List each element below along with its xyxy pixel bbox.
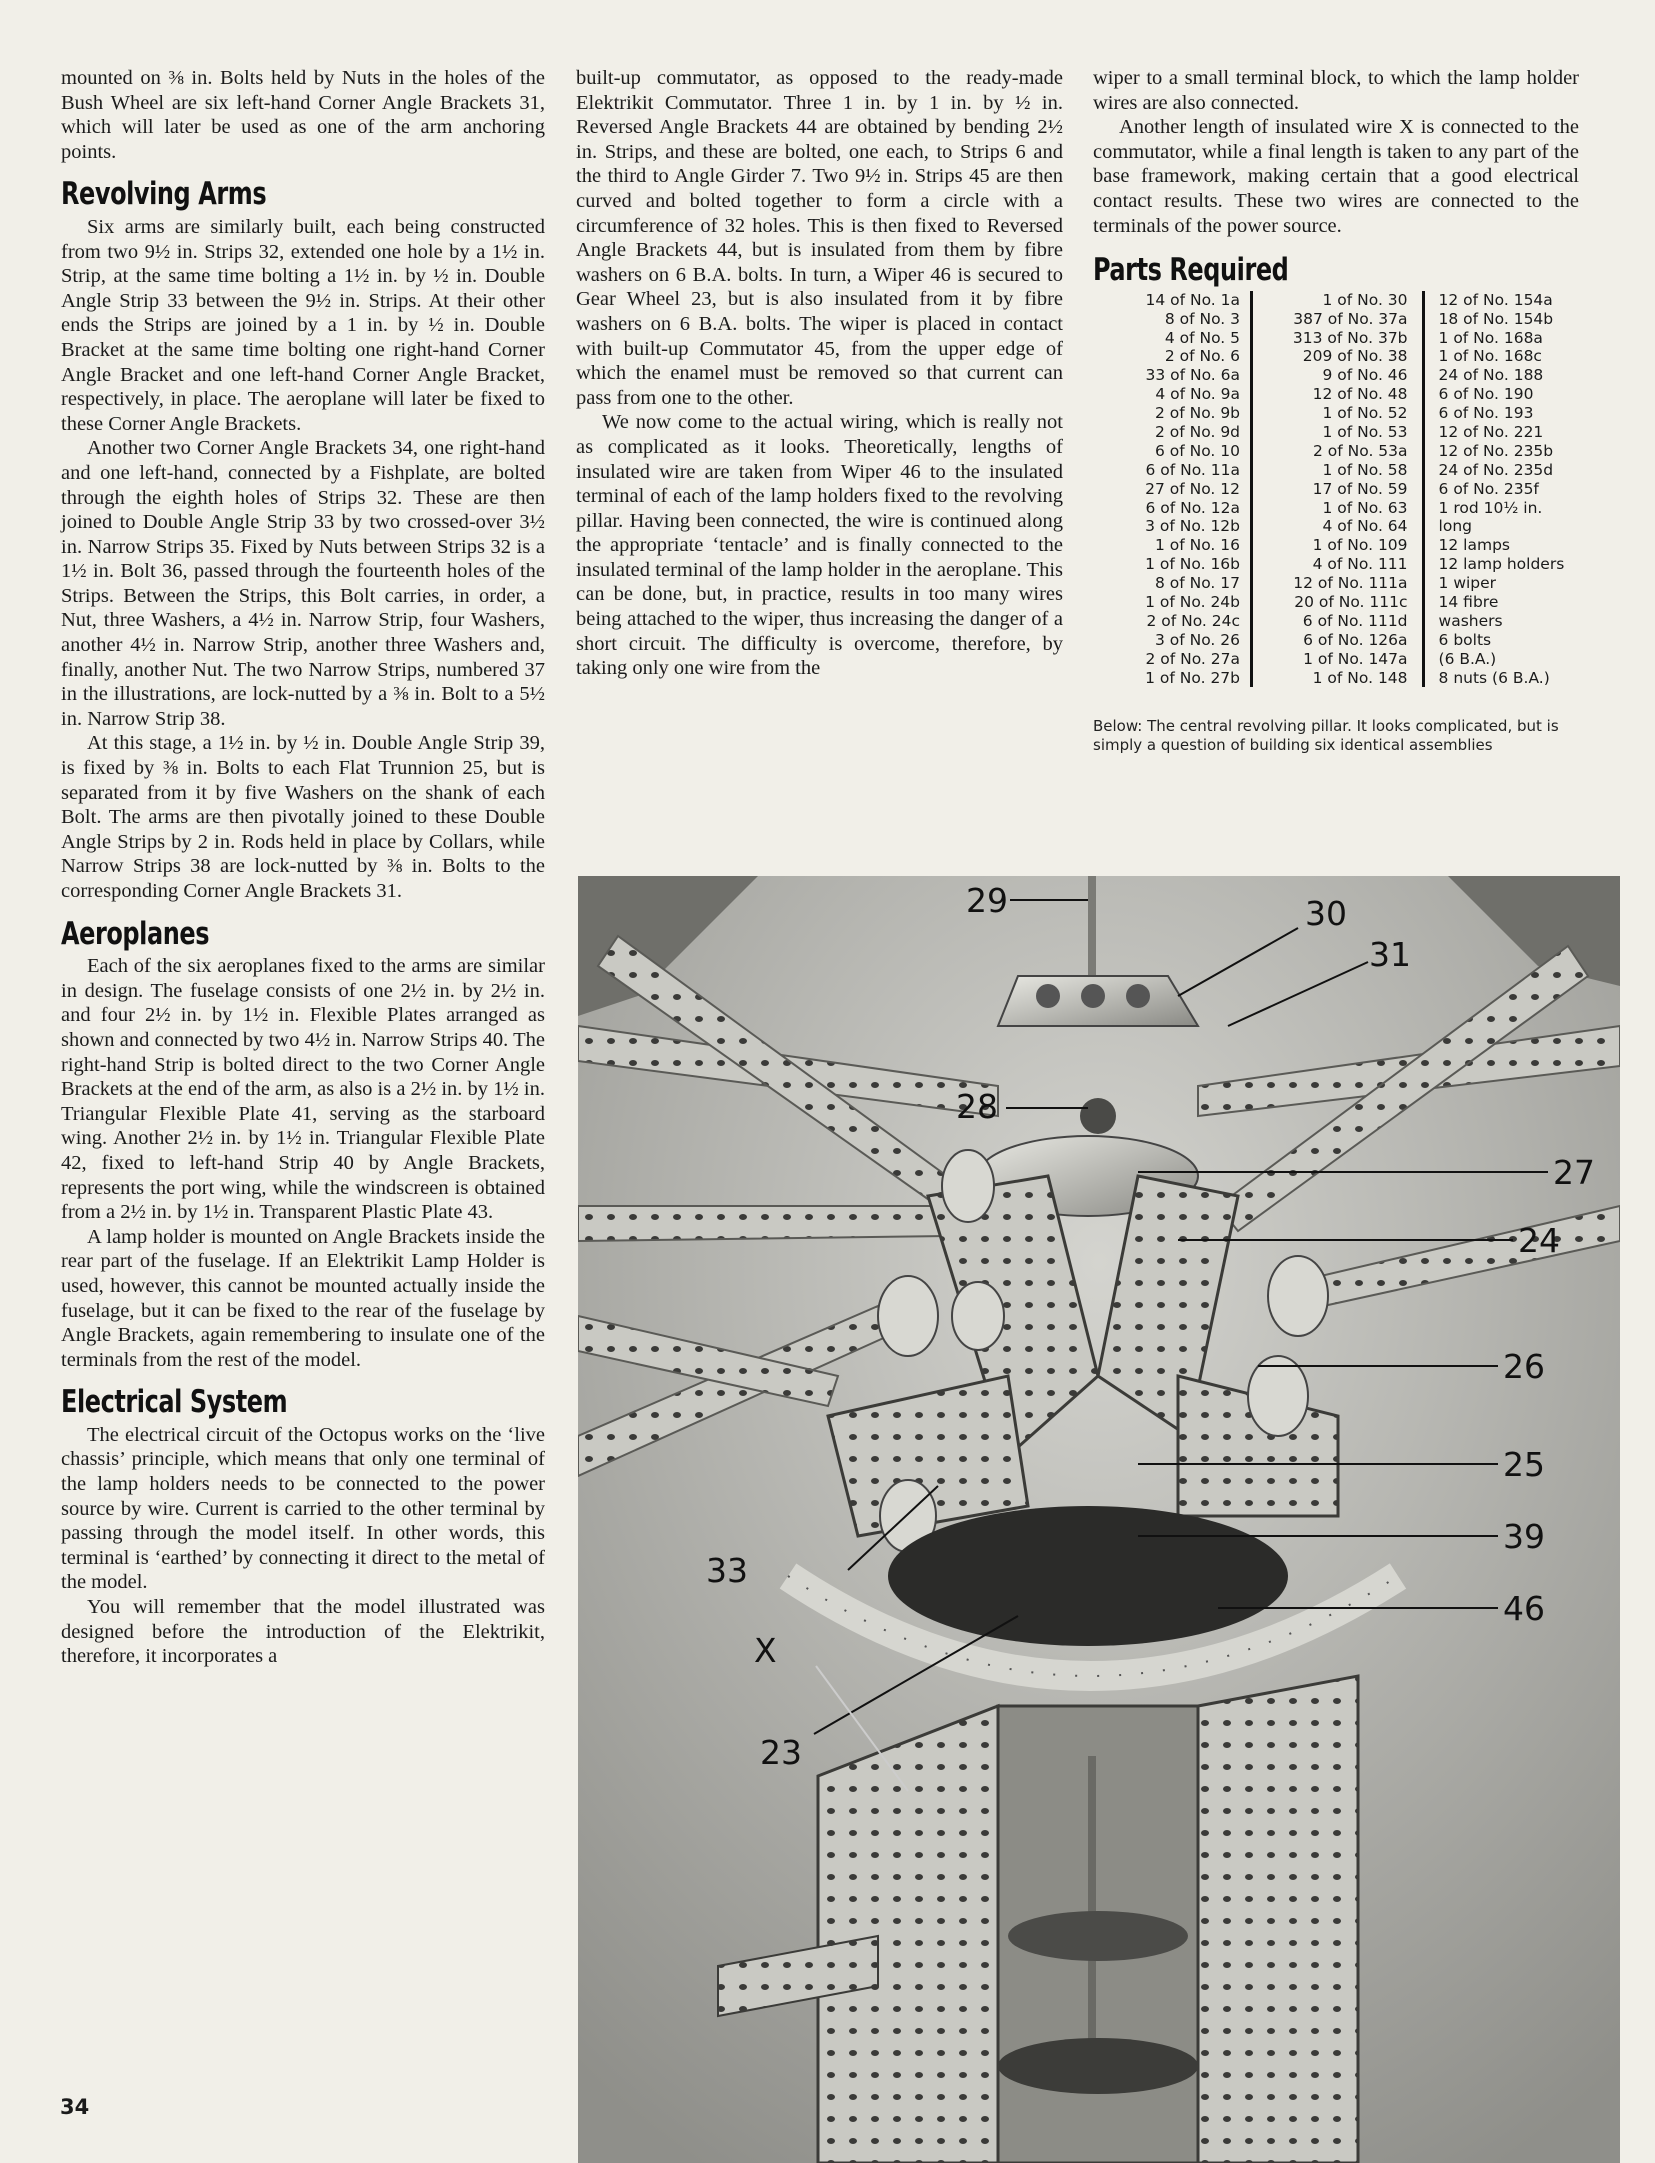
paragraph: mounted on ⅜ in. Bolts held by Nuts in the holes of the Bush Wheel are six left-hand Corner Angle Brackets 31, which will later be used as one of the arm anchoring points. [61, 67, 545, 163]
parts-list [1093, 291, 1579, 688]
callout-26: 26 [1503, 1347, 1545, 1386]
parts-list-item: 6 of No. 11a [1145, 460, 1241, 479]
section-heading-parts-required: Parts Required [1093, 252, 1289, 289]
callout-27: 27 [1553, 1153, 1595, 1192]
parts-list-item: 209 of No. 38 [1302, 347, 1408, 366]
parts-list-item: 24 of No. 235d [1438, 460, 1554, 479]
parts-list-item: 313 of No. 37b [1292, 328, 1408, 347]
parts-list-item: 1 of No. 24b [1145, 593, 1241, 611]
parts-list-item: 27 of No. 12 [1145, 479, 1241, 498]
parts-list-item: 2 of No. 6 [1164, 347, 1241, 366]
parts-list-item: 4 of No. 5 [1164, 328, 1241, 347]
parts-list-item: 1 of No. 27b [1145, 668, 1241, 687]
parts-list-item: 1 of No. 16 [1154, 536, 1241, 555]
paragraph: The electrical circuit of the Octopus works on the ‘live chassis’ principle, which means that only one terminal of the lamp holders needs to be connected to the power source by wire. Current is carried to the other terminal by passing through the model itself. In other words, this terminal is ‘earthed’ by connecting it direct to the metal of the model. [61, 1423, 545, 1594]
parts-list-item: 1 of No. 53 [1322, 422, 1408, 441]
callout-29: 29 [966, 881, 1008, 920]
callout-x: X [754, 1631, 777, 1670]
paragraph: We now come to the actual wiring, which is really not as complicated as it looks. Theoretically, lengths of insulated wire are taken from Wiper 46 to the insulated terminal of each of the lamp holders fixed to the revolving pillar. Having been connected, the wire is continued along the appropriate ‘tentacle’ and is finally connected to the insulated terminal of the lamp holder in the aeroplane. This can be done, but, in practice, results in too many wires being attached to the wiper, thus increasing the danger of a short circuit. The difficulty is overcome, therefore, by taking only one wire from the [576, 411, 1063, 680]
parts-list-item: 1 of No. 58 [1322, 460, 1408, 479]
parts-list-item: 4 of No. 111 [1312, 555, 1408, 574]
parts-column-3 [1425, 291, 1579, 688]
paragraph: Another length of insulated wire X is connected to the commutator, while a final length is taken to any part of the base framework, making certain that a good electrical contact results. These two wires are connected to the terminals of the power source. [1093, 116, 1579, 237]
text-column-3 [1093, 66, 1579, 754]
parts-list-item: 2 of No. 24c [1146, 611, 1241, 630]
parts-list-item: 18 of No. 154b [1438, 309, 1554, 328]
parts-list-item: 8 of No. 3 [1164, 309, 1241, 328]
paragraph: Each of the six aeroplanes fixed to the arms are similar in design. The fuselage consists of one 2½ in. by 2½ in. and four 2½ in. by 1½ in. Flexible Plates arranged as shown and connected by two 4½ in. Narrow Strips 40. The right-hand Strip is bolted direct to the two Corner Angle Brackets at the end of the arm, as also is a 2½ in. by 1½ in. Triangular Flexible Plate 41, serving as the starboard wing. Another 2½ in. by 1½ in. Triangular Flexible Plate 42, fixed to left-hand Strip 40 by Angle Brackets, represents the port wing, while the windscreen is obtained from a 2½ in. by 1½ in. Transparent Plastic Plate 43. [61, 955, 545, 1224]
parts-list-item: 4 of No. 9a [1155, 385, 1241, 404]
parts-list-item: 3 of No. 26 [1154, 630, 1241, 649]
callout-25: 25 [1503, 1445, 1545, 1484]
section-heading-electrical-system: Electrical System [61, 1384, 288, 1421]
parts-list-item: 9 of No. 46 [1322, 366, 1408, 385]
parts-list-item: 20 of No. 111c [1294, 593, 1408, 611]
parts-list-item: 1 of No. 16b [1145, 555, 1241, 574]
section-heading-aeroplanes: Aeroplanes [61, 915, 210, 952]
parts-column-1 [1093, 291, 1253, 688]
paragraph: Another two Corner Angle Brackets 34, one right-hand and one left-hand, connected by a Fishplate, are bolted through the eighth holes of Strips 32. These are then joined to Double Angle Strip 33 by two crossed-over 3½ in. Narrow Strips 35. Fixed by Nuts between Strips 32 is a 1½ in. Bolt 36, passed through the fourteenth holes of the Strips. Between the Strips, this Bolt carries, in order, a Nut, three Washers, a 4½ in. Narrow Strip, four Washers, another 4½ in. Narrow Strip, another three Washers and, finally, another Nut. The two Narrow Strips, numbered 37 in the illustrations, are lock-nutted by a ⅜ in. Bolt to a 5½ in. Narrow Strip 38. [61, 437, 545, 730]
parts-list-item: 2 of No. 53a [1312, 441, 1408, 460]
parts-list-item: 1 of No. 168a [1438, 328, 1543, 347]
text-column-2 [576, 66, 1063, 681]
parts-list-item: 24 of No. 188 [1438, 366, 1544, 385]
parts-list-item: 8 of No. 17 [1154, 574, 1241, 593]
parts-list-item: 6 bolts [1438, 630, 1492, 649]
callout-31: 31 [1369, 935, 1411, 974]
revolving-pillar-photo [578, 876, 1620, 2163]
parts-list-item: 6 of No. 12a [1145, 498, 1241, 517]
callout-33: 33 [706, 1551, 748, 1590]
paragraph: Six arms are similarly built, each being constructed from two 9½ in. Strips 32, extended one hole by a 1½ in. Strip, at the same time bolting a 1½ in. by ½ in. Double Angle Strip 33 between the 9½ in. Strips. At their other ends the Strips are joined by a 1 in. by ½ in. Double Bracket at the same time bolting one right-hand Corner Angle Bracket and one left-hand Corner Angle Bracket, respectively, in place. The aeroplane will later be fixed to these Corner Angle Brackets. [61, 215, 545, 435]
parts-list-item: 33 of No. 6a [1145, 366, 1241, 385]
parts-list-item: 2 of No. 9d [1155, 422, 1241, 441]
parts-list-item: 6 of No. 10 [1154, 441, 1241, 460]
page-number: 34 [60, 2095, 90, 2119]
parts-list-item: 1 of No. 63 [1322, 498, 1408, 517]
parts-list-item: 6 of No. 190 [1438, 385, 1534, 404]
parts-list-item: 6 of No. 235f [1438, 479, 1539, 498]
parts-list-item: 14 of No. 1a [1145, 290, 1241, 309]
parts-list-item: 12 of No. 111a [1293, 574, 1408, 593]
parts-list-item: 8 nuts (6 B.A.) [1438, 668, 1550, 687]
parts-list-item: 12 of No. 221 [1438, 422, 1544, 441]
parts-list-item: 12 lamp holders [1438, 555, 1565, 574]
parts-list-item: 1 of No. 147a [1303, 649, 1408, 668]
parts-list-item: 387 of No. 37a [1293, 309, 1408, 328]
parts-column-2 [1253, 291, 1425, 688]
parts-list-item: 6 of No. 111d [1302, 611, 1408, 630]
parts-list-item: 3 of No. 12b [1145, 517, 1241, 536]
text-column-1 [61, 66, 545, 1669]
parts-list-item: 12 of No. 235b [1438, 441, 1554, 460]
parts-list-item: 12 lamps [1438, 536, 1510, 555]
parts-list-item: 4 of No. 64 [1322, 517, 1408, 536]
callout-24: 24 [1518, 1221, 1560, 1260]
callout-30: 30 [1305, 894, 1347, 933]
parts-list-item: 1 rod 10½ in. [1438, 498, 1543, 517]
parts-list-item: 1 wiper [1438, 574, 1497, 593]
parts-list-item: washers [1438, 611, 1503, 630]
section-heading-revolving-arms: Revolving Arms [61, 176, 267, 213]
callout-23: 23 [760, 1733, 802, 1772]
callout-39: 39 [1503, 1517, 1545, 1556]
parts-list-item: 1 of No. 148 [1312, 668, 1408, 687]
parts-list-item: 1 of No. 168c [1438, 347, 1542, 366]
parts-list-item: 12 of No. 154a [1438, 290, 1553, 309]
parts-list-item: 1 of No. 30 [1322, 290, 1408, 309]
parts-list-item: 6 of No. 126a [1303, 630, 1408, 649]
parts-list-item: 14 fibre [1438, 593, 1499, 611]
paragraph: built-up commutator, as opposed to the ready-made Elektrikit Commutator. Three 1 in. by 1 in. by ½ in. Reversed Angle Brackets 44 are obtained by bending 2½ in. Strips, and these are bolted, one each, to Strips 6 and the third to Angle Girder 7. Two 9½ in. Strips 45 are then curved and bolted together to form a circle with a circumference of 32 holes. This is then fixed to Reversed Angle Brackets 44, but is insulated from them by fibre washers on 6 B.A. bolts. In turn, a Wiper 46 is secured to Gear Wheel 23, but is also insulated from it by fibre washers on 6 B.A. bolts. The wiper is placed in contact with built-up Commutator 45, from the upper edge of which the enamel must be removed so that current can pass from one to the other. [576, 67, 1063, 409]
parts-list-item: long [1438, 517, 1472, 536]
parts-list-item: 12 of No. 48 [1312, 385, 1408, 404]
parts-list-item: 2 of No. 9b [1155, 404, 1241, 423]
parts-list-item: 2 of No. 27a [1145, 649, 1241, 668]
paragraph: At this stage, a 1½ in. by ½ in. Double Angle Strip 39, is fixed by ⅜ in. Bolts to each Flat Trunnion 25, but is separated from it by five Washers on the shank of each Bolt. The arms are then pivotally joined to these Double Angle Strips by 2 in. Rods held in place by Collars, while Narrow Strips 38 are lock-nutted by ⅜ in. Bolts to the corresponding Corner Angle Brackets 31. [61, 732, 545, 902]
parts-list-item: 1 of No. 52 [1322, 404, 1408, 423]
parts-list-item: (6 B.A.) [1438, 649, 1497, 668]
parts-list-item: 17 of No. 59 [1312, 479, 1408, 498]
callout-28: 28 [956, 1087, 998, 1126]
parts-list-item: 6 of No. 193 [1438, 404, 1534, 423]
photo-caption: Below: The central revolving pillar. It looks complicated, but is simply a question of building six identical assemblies [1093, 717, 1559, 754]
parts-list-item: 1 of No. 109 [1312, 536, 1408, 555]
paragraph: wiper to a small terminal block, to which the lamp holder wires are also connected. [1093, 67, 1579, 114]
callout-46: 46 [1503, 1589, 1545, 1628]
paragraph: You will remember that the model illustrated was designed before the introduction of the Elektrikit, therefore, it incorporates a [61, 1596, 545, 1668]
paragraph: A lamp holder is mounted on Angle Brackets inside the rear part of the fuselage. If an Elektrikit Lamp Holder is used, however, this cannot be mounted actually inside the fuselage, but it can be fixed to the rear of the fuselage by Angle Brackets, again remembering to insulate one of the terminals from the rest of the model. [61, 1225, 545, 1371]
